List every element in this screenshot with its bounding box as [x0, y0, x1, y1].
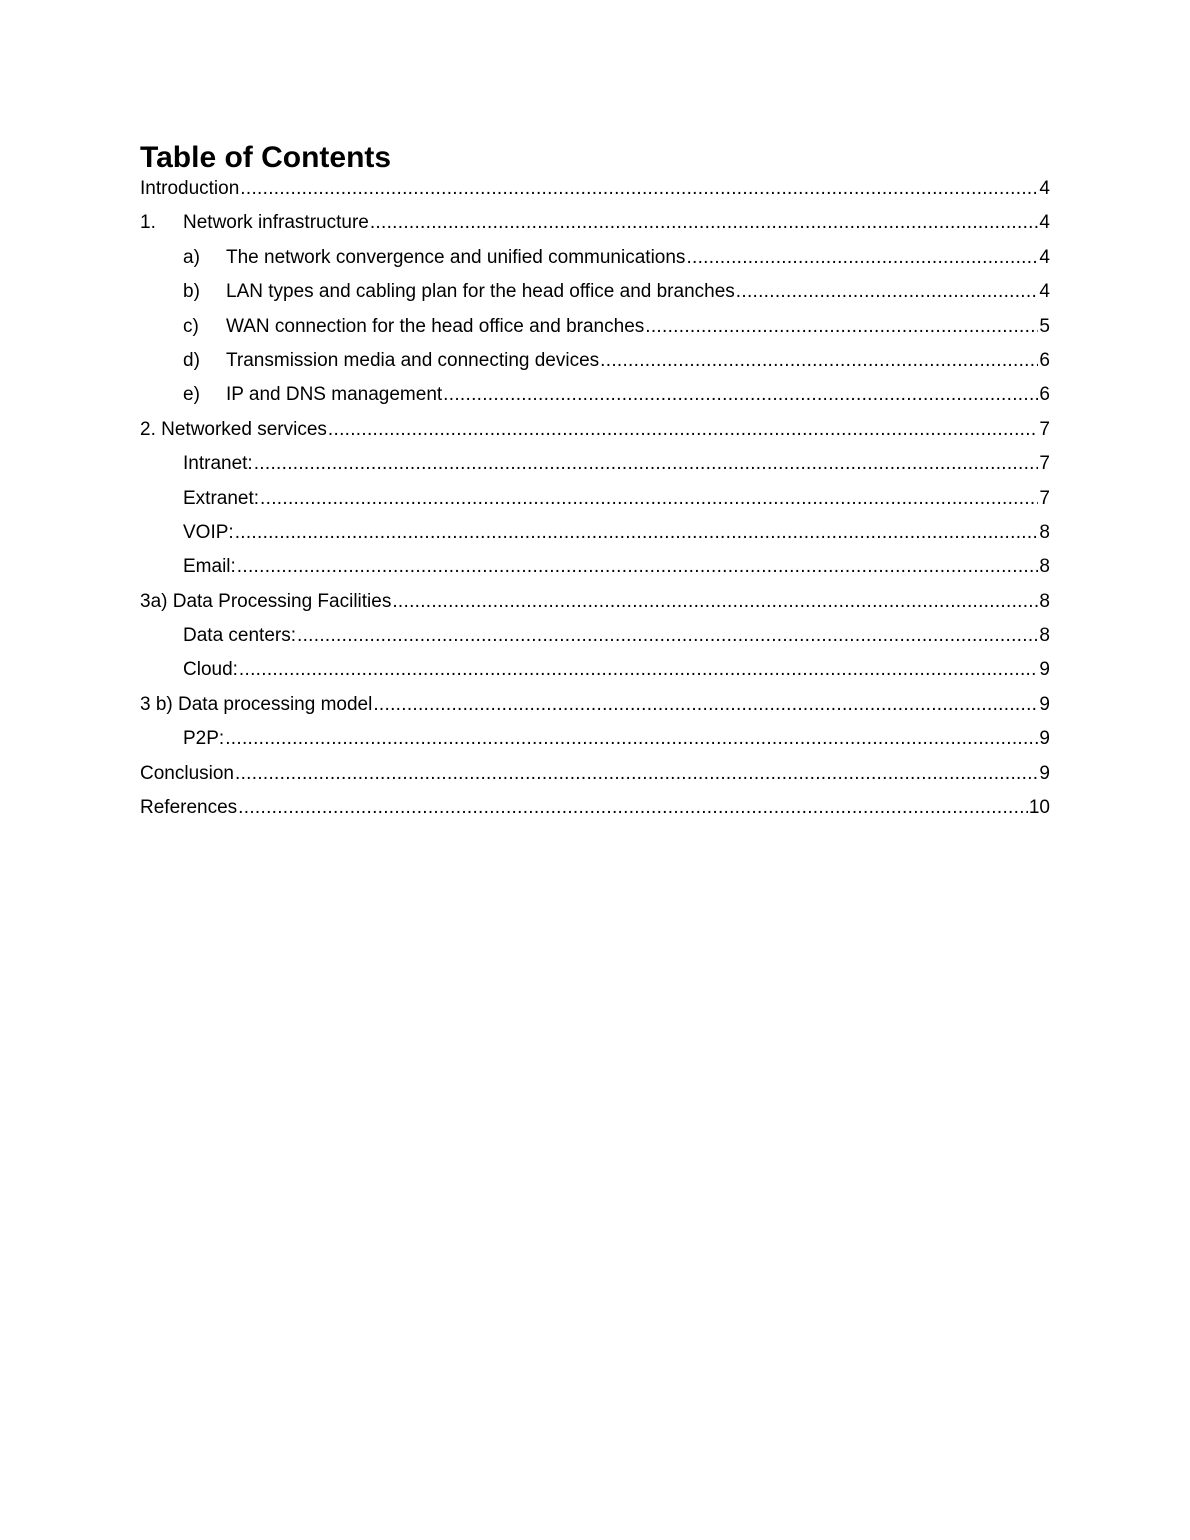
- toc-entry-number: b): [183, 281, 200, 303]
- toc-page-number: 9: [1039, 693, 1050, 715]
- toc-page-number: 8: [1039, 590, 1050, 612]
- toc-entry-transmission-media[interactable]: [140, 344, 1050, 378]
- toc-page-number: 4: [1039, 212, 1050, 234]
- toc-entry-text: 3a) Data Processing Facilities: [140, 590, 392, 612]
- toc-dot-leader: [736, 275, 1039, 309]
- toc-page-number: 9: [1039, 728, 1050, 750]
- toc-entry-data-centers[interactable]: [140, 619, 1050, 653]
- toc-list: [140, 172, 1050, 825]
- toc-entry-number: c): [183, 315, 199, 337]
- toc-entry-text: Conclusion: [140, 762, 234, 784]
- toc-dot-leader: [260, 482, 1038, 516]
- toc-entry-references[interactable]: [140, 791, 1050, 825]
- toc-page-number: 7: [1039, 418, 1050, 440]
- toc-entry-text: Transmission media and connecting devices: [226, 349, 600, 371]
- toc-entry-networked-services[interactable]: [140, 413, 1050, 447]
- toc-entry-text: LAN types and cabling plan for the head office and branches: [226, 281, 735, 303]
- toc-entry-wan-connection[interactable]: [140, 310, 1050, 344]
- toc-page-number: 8: [1039, 625, 1050, 647]
- toc-page-number: 8: [1039, 521, 1050, 543]
- toc-entry-text: Cloud:: [183, 659, 238, 681]
- toc-entry-lan-types[interactable]: [140, 275, 1050, 309]
- toc-entry-cloud[interactable]: [140, 653, 1050, 687]
- toc-dot-leader: [328, 413, 1039, 447]
- toc-entry-data-processing-facilities[interactable]: [140, 585, 1050, 619]
- toc-page-number: 7: [1039, 453, 1050, 475]
- toc-entry-text: Email:: [183, 556, 236, 578]
- toc-dot-leader: [297, 619, 1038, 653]
- toc-dot-leader: [235, 516, 1039, 550]
- toc-entry-ip-dns[interactable]: [140, 378, 1050, 412]
- toc-dot-leader: [235, 757, 1038, 791]
- toc-entry-network-convergence[interactable]: [140, 241, 1050, 275]
- toc-dot-leader: [600, 344, 1038, 378]
- toc-entry-conclusion[interactable]: [140, 757, 1050, 791]
- toc-dot-leader: [225, 722, 1038, 756]
- toc-page-number: 6: [1039, 384, 1050, 406]
- toc-dot-leader: [240, 172, 1038, 206]
- toc-entry-intranet[interactable]: [140, 447, 1050, 481]
- toc-dot-leader: [237, 550, 1039, 584]
- toc-entry-text: WAN connection for the head office and branches: [226, 315, 645, 337]
- toc-entry-text: Introduction: [140, 178, 240, 199]
- toc-entry-text: Data centers:: [183, 625, 296, 647]
- toc-entry-text: Network infrastructure: [183, 212, 369, 234]
- toc-entry-extranet[interactable]: [140, 482, 1050, 516]
- toc-dot-leader: [392, 585, 1038, 619]
- toc-page-number: 8: [1039, 556, 1050, 578]
- toc-page-number: 5: [1039, 315, 1050, 337]
- toc-entry-network-infrastructure[interactable]: [140, 206, 1050, 240]
- toc-entry-number: 1.: [140, 212, 156, 234]
- toc-entry-number: e): [183, 384, 200, 406]
- toc-entry-voip[interactable]: [140, 516, 1050, 550]
- toc-title: Table of Contents: [140, 141, 392, 174]
- toc-page-number: 4: [1039, 281, 1050, 303]
- toc-entry-text: VOIP:: [183, 521, 234, 543]
- toc-dot-leader: [686, 241, 1038, 275]
- toc-entry-text: 2. Networked services: [140, 418, 327, 440]
- toc-page-number: 4: [1039, 178, 1050, 199]
- toc-dot-leader: [254, 447, 1039, 481]
- toc-entry-text: The network convergence and unified communications: [226, 246, 686, 268]
- toc-dot-leader: [238, 791, 1028, 825]
- toc-page-number: 9: [1039, 762, 1050, 784]
- toc-dot-leader: [373, 688, 1038, 722]
- toc-entry-number: a): [183, 246, 200, 268]
- toc-dot-leader: [443, 378, 1038, 412]
- toc-page-number: 7: [1039, 487, 1050, 509]
- toc-entry-text: Intranet:: [183, 453, 253, 475]
- toc-page-number: 6: [1039, 349, 1050, 371]
- toc-entry-text: IP and DNS management: [226, 384, 443, 406]
- toc-entry-email[interactable]: [140, 550, 1050, 584]
- toc-page-number: 9: [1039, 659, 1050, 681]
- toc-entry-number: d): [183, 349, 200, 371]
- toc-page-number: 4: [1039, 246, 1050, 268]
- toc-page-number: 10: [1028, 797, 1050, 819]
- toc-entry-text: 3 b) Data processing model: [140, 693, 373, 715]
- toc-entry-data-processing-model[interactable]: [140, 688, 1050, 722]
- toc-dot-leader: [239, 653, 1039, 687]
- toc-dot-leader: [370, 206, 1039, 240]
- toc-entry-text: Extranet:: [183, 487, 260, 509]
- toc-entry-text: P2P:: [183, 728, 225, 750]
- toc-entry-introduction[interactable]: [140, 172, 1050, 206]
- toc-dot-leader: [645, 310, 1038, 344]
- toc-entry-text: References: [140, 797, 238, 819]
- toc-entry-p2p[interactable]: [140, 722, 1050, 756]
